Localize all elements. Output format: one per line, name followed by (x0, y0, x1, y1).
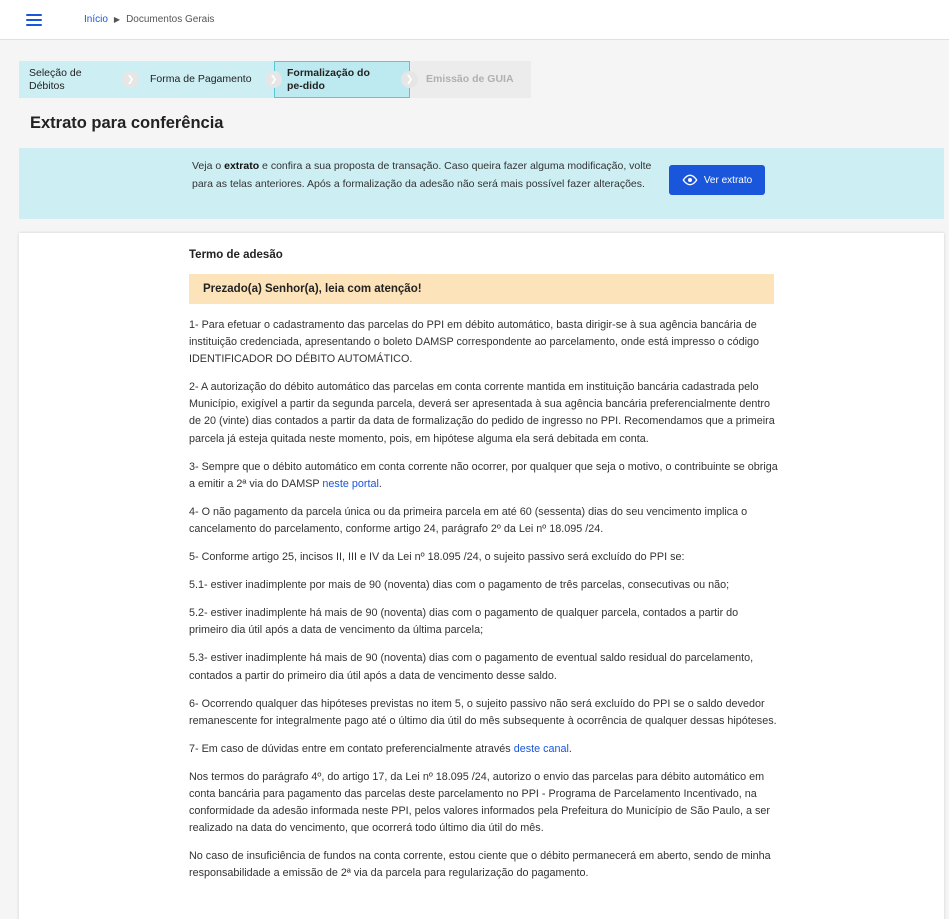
term-paragraph-7: 7- Em caso de dúvidas entre em contato preferencialmente através deste canal. (189, 742, 572, 755)
term-paragraph-6: 6- Ocorrendo qualquer das hipóteses previstas no item 5, o sujeito passivo não será excluído do PPI se o saldo devedor remanescente for integralmente pago até o último dia útil do mês subsequente à ocorrência de qualquer dessas hipóteses. (189, 697, 777, 727)
step-label: Seleção de Débitos (29, 66, 82, 92)
info-banner (19, 148, 944, 219)
chevron-right-icon: ❯ (122, 71, 139, 88)
breadcrumb-current: Documentos Gerais (126, 14, 215, 25)
progress-stepper (19, 61, 531, 98)
breadcrumb (84, 14, 214, 25)
term-paragraph-9: No caso de insuficiência de fundos na conta corrente, estou ciente que o débito permanecerá em aberto, sendo de minha responsabilidade a emissão de 2ª via da parcela para regularização do pagamento. (189, 850, 771, 880)
step-emissao-guia (410, 61, 531, 98)
terms-body (189, 317, 779, 893)
term-paragraph-3: 3- Sempre que o débito automático em conta corrente não ocorrer, por qualquer que seja o motivo, o contribuinte se obriga a emitir a 2ª via do DAMSP neste portal. (189, 460, 778, 490)
ver-extrato-label: Ver extrato (703, 174, 753, 186)
term-paragraph-8: Nos termos do parágrafo 4º, do artigo 17, da Lei nº 18.095 /24, autorizo o envio das parcelas para débito automático em conta bancária para pagamento das parcelas deste parcelamento no PPI - Programa de Parcelamento Incentivado, na conformidade da adesão informada neste PPI, pelos valores informados pela Prefeitura do Município de São Paulo, a ser realizado na data do vencimento, que ocorrerá todo último dia útil do mês. (189, 770, 770, 835)
step-selecao-debitos[interactable] (19, 61, 130, 98)
hamburger-menu-icon[interactable] (26, 14, 42, 26)
term-paragraph-5-1: 5.1- estiver inadimplente por mais de 90 (noventa) dias com o pagamento de três parcelas, consecutivas ou não; (189, 579, 730, 592)
term-paragraph-4: 4- O não pagamento da parcela única ou da primeira parcela em até 60 (sessenta) dias do seu vencimento implica o cancelamento do parcelamento, conforme artigo 24, parágrafo 2º da Lei nº 18.095 /24. (189, 505, 748, 535)
eye-icon (682, 174, 698, 186)
step-label: Formalização do pe-dido (287, 66, 370, 92)
term-paragraph-5: 5- Conforme artigo 25, incisos II, III e IV da Lei nº 18.095 /24, o sujeito passivo será excluído do PPI se: (189, 551, 685, 564)
terms-card (19, 233, 944, 919)
breadcrumb-separator-icon: ▶ (113, 15, 121, 24)
term-paragraph-5-3: 5.3- estiver inadimplente há mais de 90 (noventa) dias com o pagamento de eventual saldo residual do parcelamento, contados a partir do primeiro dia útil após a data de vencimento desse saldo. (189, 652, 754, 682)
extrato-bold: extrato (224, 160, 260, 172)
chevron-right-icon: ❯ (401, 71, 418, 88)
term-paragraph-1: 1- Para efetuar o cadastramento das parcelas do PPI em débito automático, basta dirigir-se à sua agência bancária de instituição credenciada, apresentando o boleto DAMSP correspondente ao parcelamento, onde está impresso o código IDENTIFICADOR DO DÉBITO AUTOMÁTICO. (189, 319, 759, 366)
page-title: Extrato para conferência (30, 114, 224, 132)
warning-text: Prezado(a) Senhor(a), leia com atenção! (203, 283, 422, 295)
breadcrumb-home-link[interactable]: Início (84, 14, 108, 25)
neste-portal-link[interactable]: neste portal (322, 477, 379, 490)
deste-canal-link[interactable]: deste canal (513, 742, 569, 755)
terms-title: Termo de adesão (189, 249, 283, 261)
warning-box (189, 274, 774, 304)
step-forma-pagamento[interactable] (130, 61, 274, 98)
chevron-right-icon: ❯ (265, 71, 282, 88)
term-paragraph-5-2: 5.2- estiver inadimplente há mais de 90 (noventa) dias com o pagamento de qualquer parcela, contados a partir do primeiro dia útil após a data de vencimento da última parcela; (189, 607, 739, 637)
info-banner-text: Veja o extrato e confira a sua proposta de transação. Caso queira fazer alguma modificação, volte para as telas anteriores. Após a formalização da adesão não será mais possível fazer alterações. (192, 160, 652, 190)
term-paragraph-2: 2- A autorização do débito automático das parcelas em conta corrente mantida em instituição bancária cadastrada pelo Município, exigível a partir da segunda parcela, deverá ser apresentada à sua agência bancária preferencialmente dentro de 20 (vinte) dias contados a partir da data de formalização do pedido de ingresso no PPI. Recomendamos que a primeira parcela já esteja quitada neste momento, pois, em hipótese alguma ela será debitada em conta. (189, 381, 775, 445)
step-label: Forma de Pagamento (150, 73, 252, 85)
step-formalizacao-pedido[interactable] (274, 61, 410, 98)
step-label: Emissão de GUIA (426, 73, 514, 85)
top-bar (0, 0, 949, 40)
ver-extrato-button[interactable] (669, 165, 765, 195)
